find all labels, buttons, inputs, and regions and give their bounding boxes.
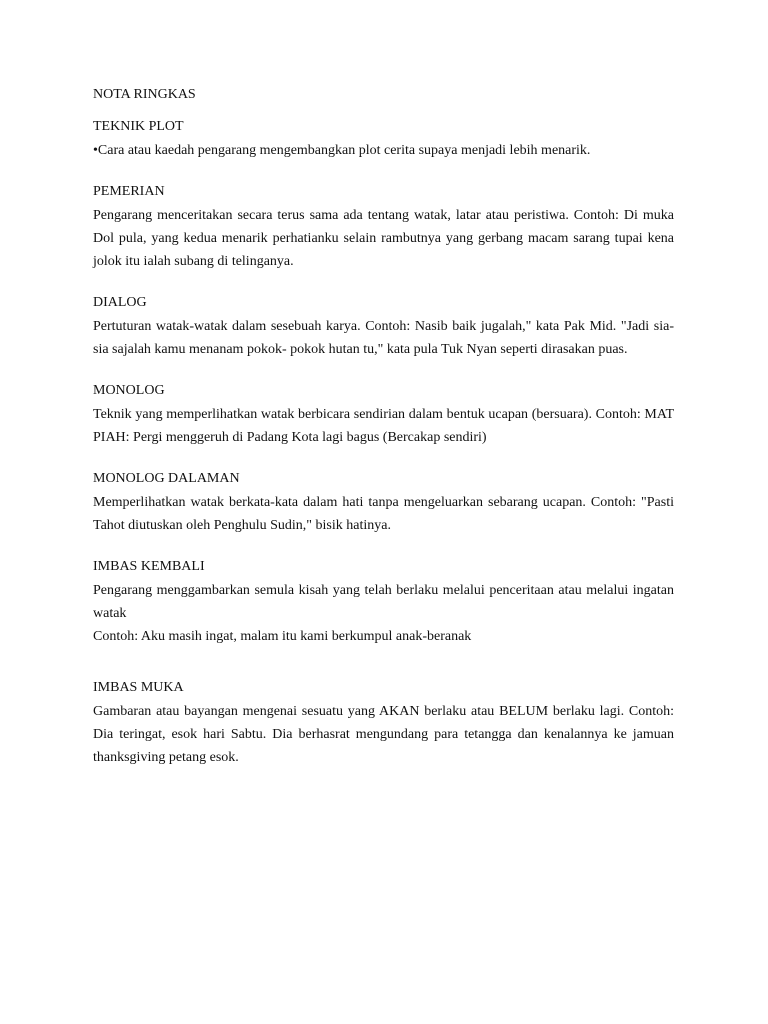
section-monolog-dalaman xyxy=(93,470,674,537)
section-text: Memperlihatkan watak berkata-kata dalam hati tanpa mengeluarkan sebarang ucapan. Contoh: "Pasti Tahot diutuskan oleh Penghulu Sudin," bisik hatinya. xyxy=(93,495,674,533)
section-heading: PEMERIAN xyxy=(93,184,165,199)
section-heading: MONOLOG DALAMAN xyxy=(93,471,240,486)
section-heading: IMBAS KEMBALI xyxy=(93,559,205,574)
section-text: Pengarang menceritakan secara terus sama ada tentang watak, latar atau peristiwa. Contoh: Di muka Dol pula, yang kedua menarik perhatianku selain rambutnya yang gerbang macam sarang tupai kena jolok itu ialah subang di telinganya. xyxy=(93,208,674,269)
section-heading: IMBAS MUKA xyxy=(93,680,184,695)
section-text: Teknik yang memperlihatkan watak berbicara sendirian dalam bentuk ucapan (bersuara). Contoh: MAT PIAH: Pergi menggeruh di Padang Kota lagi bagus (Bercakap sendiri) xyxy=(93,407,674,445)
section-heading: DIALOG xyxy=(93,295,147,310)
section-heading: TEKNIK PLOT xyxy=(93,119,184,134)
document-title: NOTA RINGKAS xyxy=(93,87,196,102)
section-pemerian xyxy=(93,183,674,273)
section-text: Pertuturan watak-watak dalam sesebuah karya. Contoh: Nasib baik jugalah," kata Pak Mid. "Jadi sia-sia sajalah kamu menanam pokok- pokok hutan tu," kata pula Tuk Nyan seperti dirasakan puas. xyxy=(93,319,674,357)
section-dialog xyxy=(93,294,674,361)
section-imbas-kembali xyxy=(93,558,674,648)
section-text: •Cara atau kaedah pengarang mengembangkan plot cerita supaya menjadi lebih menarik. xyxy=(93,143,591,158)
section-text: Pengarang menggambarkan semula kisah yang telah berlaku melalui penceritaan atau melalui ingatan watak xyxy=(93,583,674,621)
section-text: Gambaran atau bayangan mengenai sesuatu yang AKAN berlaku atau BELUM berlaku lagi. Contoh: Dia teringat, esok hari Sabtu. Dia berhasrat mengundang para tetangga dan kenalannya ke jamuan thanksgiving petang esok. xyxy=(93,704,674,765)
document-page xyxy=(93,86,674,769)
section-monolog xyxy=(93,382,674,449)
section-example: Contoh: Aku masih ingat, malam itu kami berkumpul anak-beranak xyxy=(93,629,472,644)
section-imbas-muka xyxy=(93,679,674,769)
section-heading: MONOLOG xyxy=(93,383,165,398)
section-teknik-plot xyxy=(93,118,674,162)
